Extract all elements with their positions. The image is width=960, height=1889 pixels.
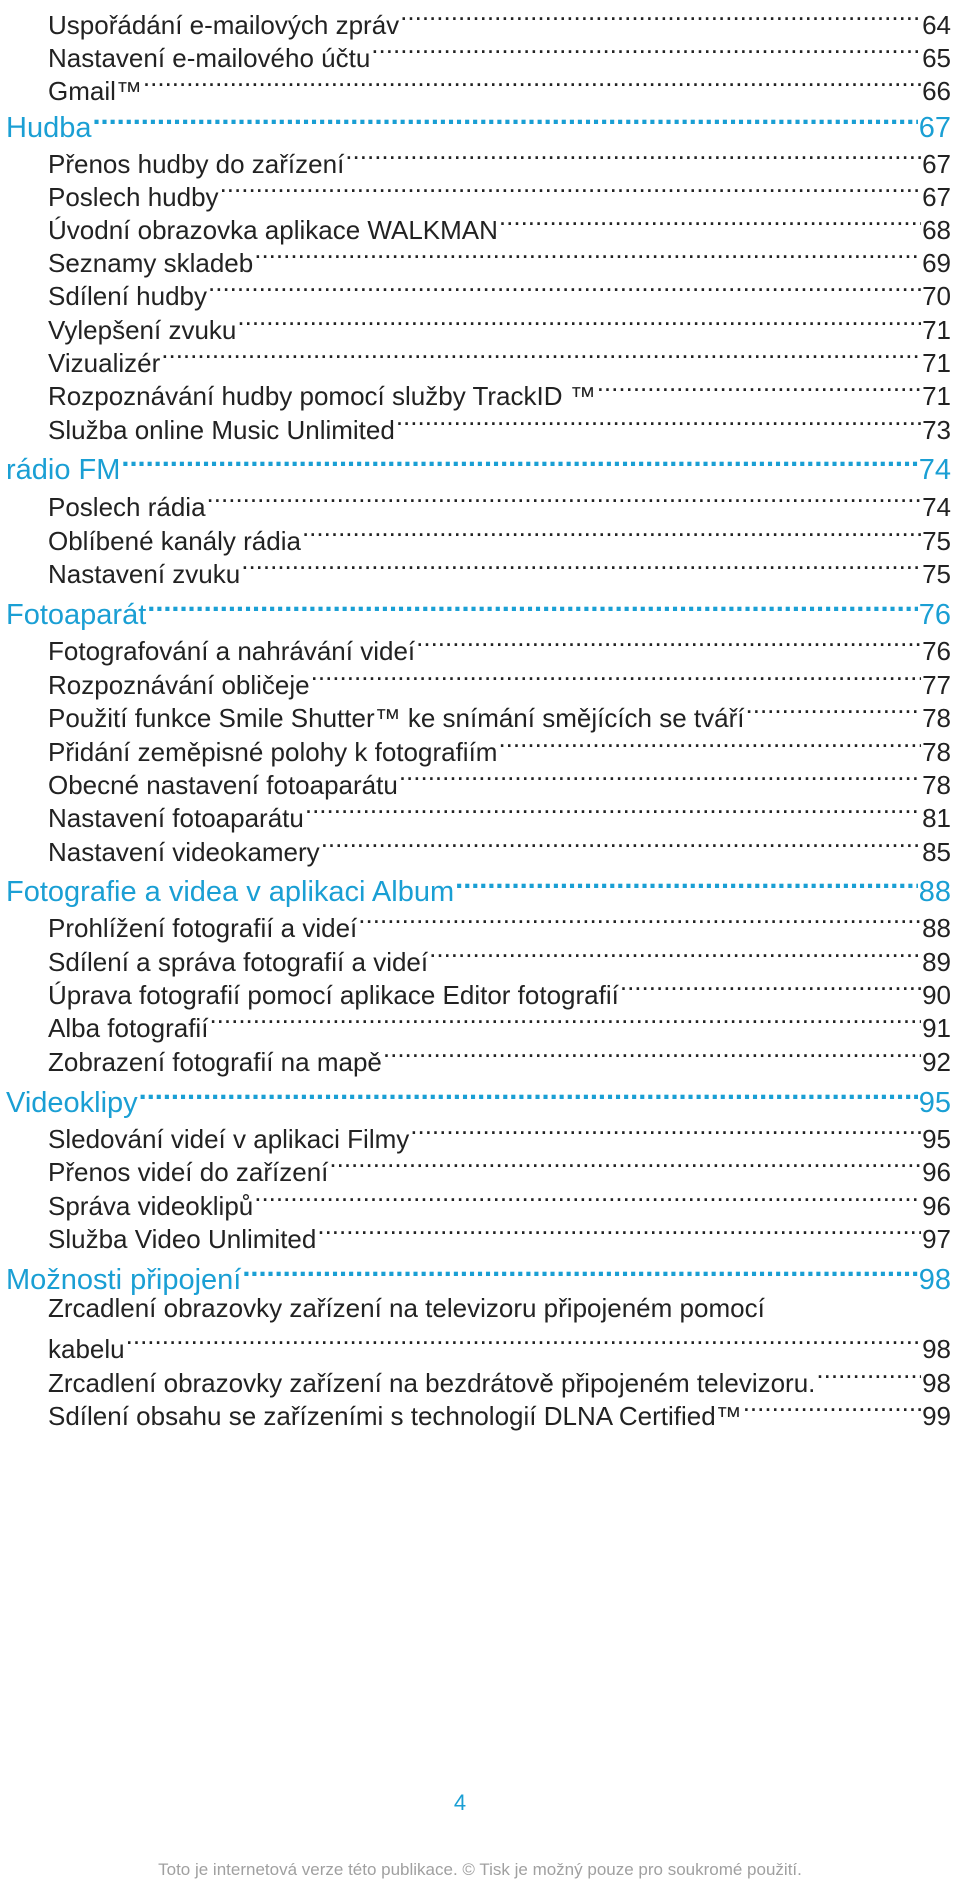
toc-entry[interactable] [0,827,960,869]
dot-leader [410,1114,921,1148]
dot-leader [143,66,921,100]
toc-entry-title: Alba fotografií [48,1013,209,1043]
toc-entry[interactable] [0,1037,960,1079]
toc-entry-title: Zrcadlení obrazovky zařízení na bezdrátově připojeném televizoru. [48,1368,816,1398]
toc-entry-page-number: 98 [918,1264,951,1296]
toc-entry-page-number: 88 [918,876,951,908]
toc-entry-page-number: 77 [922,670,951,700]
toc-entry-title: Poslech rádia [48,492,206,522]
dot-leader [399,760,921,794]
toc-entry-page-number: 78 [922,770,951,800]
dot-leader [241,549,921,583]
toc-entry-title: Seznamy skladeb [48,248,254,278]
dot-leader [254,238,921,272]
toc-entry-page-number: 98 [922,1368,951,1398]
toc-entry-title: Fotografie a videa v aplikaci Album [6,876,455,908]
dot-leader [209,1003,921,1037]
dot-leader [161,338,921,372]
dot-leader [498,727,921,761]
toc-entry-page-number: 76 [922,636,951,666]
toc-entry-page-number: 97 [922,1224,951,1254]
toc-entry-page-number: 98 [922,1334,951,1364]
dot-leader [746,693,922,727]
toc-entry-page-number: 99 [922,1401,951,1431]
toc-entry-title: Použití funkce Smile Shutter™ ke snímání smějících se tváří [48,703,745,733]
toc-entry-title: Služba Video Unlimited [48,1224,317,1254]
toc-entry[interactable] [0,66,960,108]
toc-entry-title: Správa videoklipů [48,1191,254,1221]
toc-entry-page-number: 96 [922,1157,951,1187]
dot-leader [455,867,918,901]
toc-entry-page-number: 96 [922,1191,951,1221]
toc-entry-page-number: 75 [922,559,951,589]
dot-leader [220,172,922,206]
dot-leader [254,1181,921,1215]
toc-entry-page-number: 71 [922,315,951,345]
dot-leader [400,0,921,34]
toc-entry-title: Přenos videí do zařízení [48,1157,329,1187]
toc-entry-title: kabelu [48,1334,125,1364]
toc-entry-title: Fotografování a nahrávání videí [48,636,416,666]
toc-entry-page-number: 95 [922,1124,951,1154]
dot-leader [147,590,917,624]
dot-leader [321,827,921,861]
toc-entry-title: Nastavení videokamery [48,837,320,867]
toc-section-entry[interactable] [0,445,960,487]
dot-leader [317,1214,921,1248]
dot-leader [329,1147,921,1181]
dot-leader [305,793,921,827]
dot-leader [237,305,921,339]
toc-entry-title: Fotoaparát [6,599,147,631]
toc-entry-page-number: 75 [922,526,951,556]
dot-leader [311,660,921,694]
toc-entry-page-number: 78 [922,703,951,733]
toc-entry-page-number: 92 [922,1047,951,1077]
toc-entry-title: rádio FM [6,454,121,486]
dot-leader [242,1255,917,1289]
toc-entry-title: Sdílení obsahu se zařízeními s technologií DLNA Certified™ [48,1401,742,1431]
toc-entry-page-number: 88 [922,913,951,943]
toc-entry-page-number: 74 [918,454,951,486]
toc-entry-page-number: 67 [922,182,951,212]
toc-entry[interactable] [0,405,960,447]
dot-leader [743,1391,921,1425]
toc-entry-title: Přidání zeměpisné polohy k fotografiím [48,737,498,767]
dot-leader [207,482,922,516]
dot-leader [302,516,921,550]
dot-leader [121,445,917,479]
toc-entry-page-number: 78 [922,737,951,767]
toc-entry-page-number: 74 [922,492,951,522]
toc-entry-page-number: 67 [922,149,951,179]
toc-entry-title: Nastavení zvuku [48,559,241,589]
toc-entry-page-number: 67 [918,112,951,144]
toc-entry-title: Uspořádání e-mailových zpráv [48,10,400,40]
toc-entry-page-number: 71 [922,348,951,378]
dot-leader [345,139,921,173]
dot-leader [416,626,921,660]
toc-entry-page-number: 89 [922,947,951,977]
toc-entry-title: Možnosti připojení [6,1264,242,1296]
dot-leader [383,1037,921,1071]
toc-entry-title: Videoklipy [6,1087,138,1119]
toc-entry[interactable] [0,549,960,591]
toc-entry-page-number: 91 [922,1013,951,1043]
toc-entry-title: Prohlížení fotografií a videí [48,913,358,943]
dot-leader [620,970,921,1004]
dot-leader [396,405,921,439]
dot-leader [126,1324,921,1358]
toc-entry-title: Rozpoznávání hudby pomocí služby TrackID ™ [48,381,596,411]
dot-leader [371,33,921,67]
toc-entry-page-number: 70 [922,281,951,311]
dot-leader [139,1078,918,1112]
toc-entry-page-number: 90 [922,980,951,1010]
toc-entry[interactable] [0,1214,960,1256]
toc-entry-title: Vylepšení zvuku [48,315,237,345]
toc-entry-title: Obecné nastavení fotoaparátu [48,770,398,800]
toc-entry-page-number: 85 [922,837,951,867]
dot-leader [429,937,921,971]
toc-entry-title: Hudba [6,112,92,144]
toc-entry-page-number: 68 [922,215,951,245]
toc-entry-title: Poslech hudby [48,182,219,212]
toc-entry-title: Sledování videí v aplikaci Filmy [48,1124,410,1154]
toc-entry-page-number: 64 [922,10,951,40]
toc-entry-title: Úvodní obrazovka aplikace WALKMAN [48,215,498,245]
toc-entry-page-number: 73 [922,415,951,445]
dot-leader [92,103,917,137]
toc-entry-page-number: 69 [922,248,951,278]
toc-entry-title: Služba online Music Unlimited [48,415,395,445]
toc-entry-title: Sdílení hudby [48,281,208,311]
toc-entry-title: Oblíbené kanály rádia [48,526,301,556]
toc-entry-page-number: 71 [922,381,951,411]
toc-entry-page-number: 95 [918,1087,951,1119]
toc-entry-page-number: 76 [918,599,951,631]
toc-entry-title-line: Zrcadlení obrazovky zařízení na televizoru připojeném pomocí [48,1293,765,1323]
toc-entry-page-number: 81 [922,803,951,833]
footer-note: Toto je internetová verze této publikace. © Tisk je možný pouze pro soukromé použití. [158,1860,802,1879]
toc-entry-title: Gmail™ [48,76,142,106]
dot-leader [358,903,921,937]
toc-entry-title: Sdílení a správa fotografií a videí [48,947,429,977]
toc-entry[interactable] [0,1391,960,1433]
dot-leader [499,205,921,239]
toc-entry-title: Zobrazení fotografií na mapě [48,1047,382,1077]
toc-entry-page-number: 66 [922,76,951,106]
toc-entry-title: Nastavení fotoaparátu [48,803,304,833]
toc-entry-title: Úprava fotografií pomocí aplikace Editor fotografií [48,980,619,1010]
toc-entry-title: Nastavení e-mailového účtu [48,43,371,73]
page-number: 4 [453,1790,467,1815]
dot-leader [208,271,921,305]
toc-entry-title: Vizualizér [48,348,161,378]
toc-entry-title: Přenos hudby do zařízení [48,149,345,179]
toc-entry-title: Rozpoznávání obličeje [48,670,310,700]
dot-leader [816,1358,921,1392]
toc-entry-page-number: 65 [922,43,951,73]
dot-leader [597,371,921,405]
